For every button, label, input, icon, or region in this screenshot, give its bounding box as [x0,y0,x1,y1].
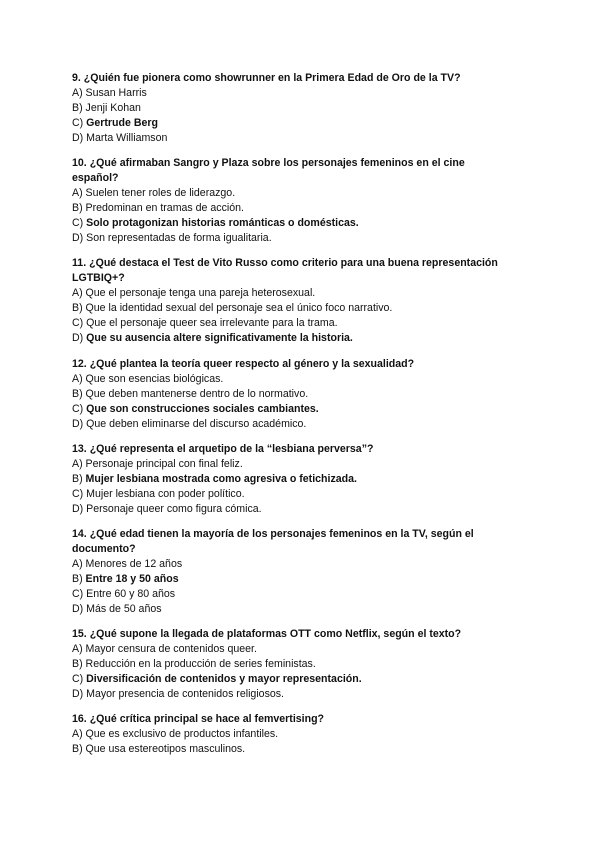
option-c: C) Mujer lesbiana con poder político. [72,488,245,500]
question-title: 12. ¿Qué plantea la teoría queer respecto al género y la sexualidad? [72,358,415,370]
question-title: 10. ¿Qué afirmaban Sangro y Plaza sobre los personajes femeninos en el cine español? [72,157,465,184]
option-a: A) Mayor censura de contenidos queer. [72,643,257,655]
option-c-correct: C) Gertrude Berg [72,117,158,129]
option-c-correct: C) Solo protagonizan historias románticas o domésticas. [72,217,359,229]
option-a: A) Suelen tener roles de liderazgo. [72,187,236,199]
question-title: 14. ¿Qué edad tienen la mayoría de los personajes femeninos en la TV, según el documento? [72,528,474,555]
option-d: D) Mayor presencia de contenidos religiosos. [72,688,284,700]
question-title: 9. ¿Quién fue pionera como showrunner en la Primera Edad de Oro de la TV? [72,72,461,84]
question-title: 16. ¿Qué crítica principal se hace al femvertising? [72,713,325,725]
option-a: A) Que el personaje tenga una pareja heterosexual. [72,287,316,299]
option-d: D) Son representadas de forma igualitaria. [72,232,272,244]
question-9 [72,71,512,146]
question-12 [72,357,512,432]
option-b: B) Reducción en la producción de series feministas. [72,658,316,670]
question-13 [72,442,512,517]
option-b: B) Jenji Kohan [72,102,141,114]
question-11 [72,256,512,346]
question-10 [72,156,512,246]
option-b: B) Que deben mantenerse dentro de lo normativo. [72,388,309,400]
option-a: A) Menores de 12 años [72,558,183,570]
question-title: 11. ¿Qué destaca el Test de Vito Russo como criterio para una buena representación LGTBIQ+? [72,257,498,284]
option-d: D) Que deben eliminarse del discurso académico. [72,418,307,430]
option-a: A) Que son esencias biológicas. [72,373,224,385]
question-14 [72,527,512,617]
option-b: B) Predominan en tramas de acción. [72,202,244,214]
option-d: D) Más de 50 años [72,603,162,615]
option-c-correct: C) Que son construcciones sociales cambiantes. [72,403,319,415]
option-c: C) Que el personaje queer sea irrelevante para la trama. [72,317,338,329]
option-a: A) Personaje principal con final feliz. [72,458,243,470]
option-b: B) Que usa estereotipos masculinos. [72,743,246,755]
option-d: D) Personaje queer como figura cómica. [72,503,262,515]
question-title: 15. ¿Qué supone la llegada de plataformas OTT como Netflix, según el texto? [72,628,462,640]
option-c-correct: C) Diversificación de contenidos y mayor representación. [72,673,362,685]
question-title: 13. ¿Qué representa el arquetipo de la “lesbiana perversa”? [72,443,374,455]
option-b-correct: B) Mujer lesbiana mostrada como agresiva o fetichizada. [72,473,357,485]
option-a: A) Susan Harris [72,87,147,99]
option-d: D) Marta Williamson [72,132,168,144]
question-15 [72,627,512,702]
option-b: B) Que la identidad sexual del personaje sea el único foco narrativo. [72,302,393,314]
option-a: A) Que es exclusivo de productos infantiles. [72,728,279,740]
option-b-correct: B) Entre 18 y 50 años [72,573,179,585]
question-16 [72,712,512,757]
option-c: C) Entre 60 y 80 años [72,588,176,600]
option-d-correct: D) Que su ausencia altere significativamente la historia. [72,332,353,344]
